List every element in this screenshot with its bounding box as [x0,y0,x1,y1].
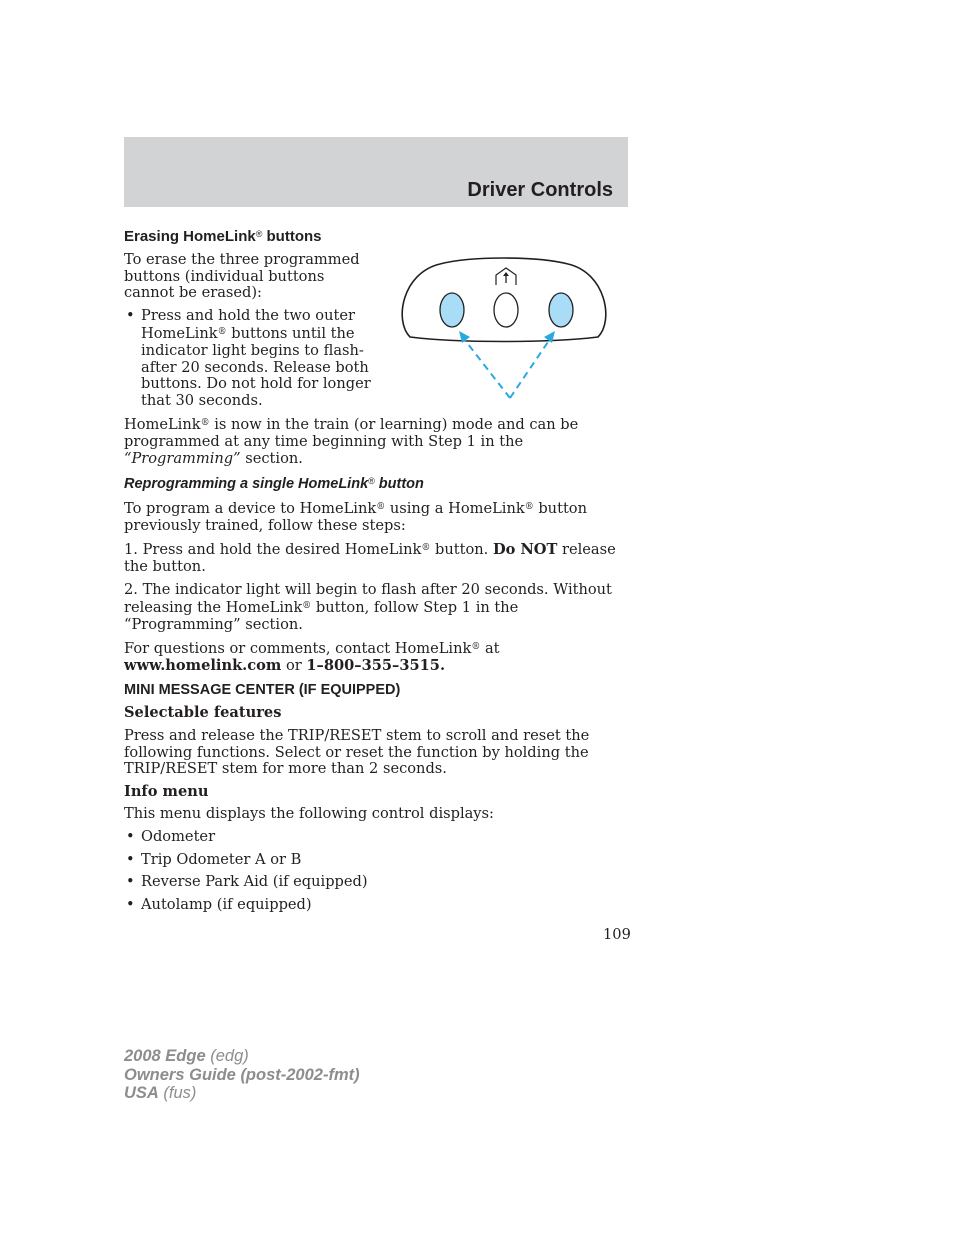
homelink-phone: 1–800–355–3515. [306,656,446,674]
reprogramming-step-1: 1. Press and hold the desired HomeLink® button. Do NOT release the button. [124,541,616,575]
contact-info: For questions or comments, contact HomeLink® at www.homelink.com or 1–800–355–3515. [124,640,500,674]
page-content [124,219,628,913]
selectable-features-text: Press and release the TRIP/RESET stem to scroll and reset the following functions. Select or reset the function by holding the TRIP/RESET stem for more than 2 seconds. [124,727,590,778]
list-item: • Odometer [124,829,628,846]
footer-line-2: Owners Guide (post-2002-fmt) [124,1065,360,1084]
erasing-heading: Erasing HomeLink® buttons [124,228,322,245]
erasing-intro: To erase the three programmed buttons (individual buttons cannot be erased): [124,251,360,302]
footer-line-3: USA (fus) [124,1084,197,1102]
homelink-url: www.homelink.com [124,656,282,674]
page-section-title: Driver Controls [467,179,613,201]
selectable-features-heading: Selectable features [124,704,282,722]
erasing-bullets [124,308,374,410]
erasing-after: HomeLink® is now in the train (or learning) mode and can be programmed at any time beginning with Step 1 in the “Programming” section. [124,416,579,467]
list-item: • Reverse Park Aid (if equipped) [124,874,628,891]
mini-message-heading: MINI MESSAGE CENTER (IF EQUIPPED) [124,682,401,699]
erasing-intro-block [124,252,374,409]
page-number: 109 [603,926,631,943]
footer [124,1047,360,1103]
header-band [124,137,628,207]
reprogramming-intro: To program a device to HomeLink® using a HomeLink® button previously trained, follow these steps: [124,500,587,534]
footer-line-1: 2008 Edge (edg) [124,1047,249,1065]
list-item: • Autolamp (if equipped) [124,897,628,914]
reprogramming-heading: Reprogramming a single HomeLink® button [124,476,424,493]
list-item: • Press and hold the two outer HomeLink® buttons until the indicator light begins to flash-after 20 seconds. Release both buttons. Do not hold for longer that 30 seconds. [124,308,374,410]
info-menu-heading: Info menu [124,782,209,800]
reprogramming-step-2: 2. The indicator light will begin to flash after 20 seconds. Without releasing the HomeLink® button, follow Step 1 in the “Programming” section. [124,580,612,633]
list-item: • Trip Odometer A or B [124,852,628,869]
info-menu-text: This menu displays the following control displays: [124,805,494,823]
info-menu-list [124,829,628,913]
